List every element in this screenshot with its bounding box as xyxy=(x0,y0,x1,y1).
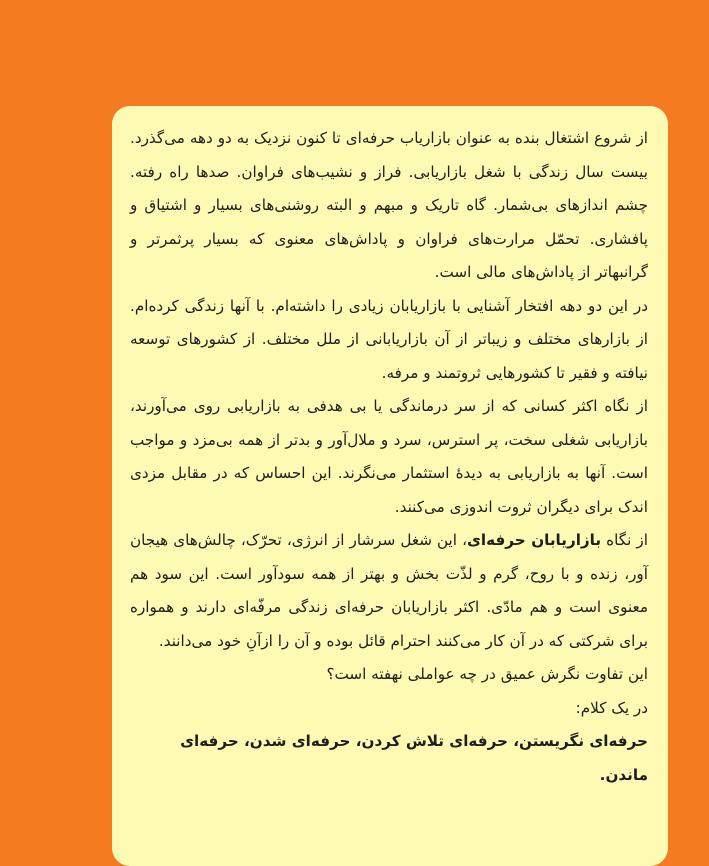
paragraph-two-decades: در این دو دهه افتخار آشنایی با بازاریابان زیادی را داشته‌ام. با آنها زندگی کرده‌ام. از بازارهای مختلف و زیباتر از آن بازاریابانی از ملل مختلف. از کشورهای توسعه نیافته و فقیر تا کشورهایی ثروتمند و مرفه. xyxy=(130,296,648,382)
paragraph-common-view: از نگاه اکثر کسانی که از سر درماندگی یا بی هدفی به بازاریابی روی می‌آورند، بازاریابی شغلی سخت، پر استرس، سرد و ملال‌آور و بدتر از همه بی‌مزد و مواجب است. آنها به بازاریابی به دیدهٔ استثمار می‌نگرند. این احساس که در مقابل مزدی اندک برای دیگران ثروت اندوزی می‌کنند. xyxy=(130,397,648,516)
paragraph-question: این تفاوت نگرش عمیق در چه عواملی نهفته است؟ xyxy=(326,665,648,683)
paragraph-professional-view xyxy=(130,524,648,658)
professional-marketers-emphasis: بازاریابان حرفه‌ای xyxy=(466,531,602,549)
paragraph-in-a-word: در یک کلام: xyxy=(575,698,648,717)
paragraph-conclusion: حرفه‌ای نگریستن، حرفه‌ای تلاش کردن، حرفه‌ای شدن، حرفه‌ای ماندن. xyxy=(180,732,648,784)
professional-view-body: ، این شغل سرشار از انرژی، تحرّک، چالش‌های هیجان آور، زنده و با روح، گرم و لذّت بخش و بهتر از همه سودآور است. این سود هم معنوی است و هم مادّی. اکثر بازاریابان حرفه‌ای زندگی مرفّه‌ای دارند و همواره برای شرکتی که در آن کار می‌کنند احترام قائل بوده و آن را ازآنِ خود می‌دانند. xyxy=(130,531,648,650)
professional-view-lead: از نگاه xyxy=(601,531,648,549)
paragraph-intro: از شروع اشتغال بنده به عنوان بازاریاب حرفه‌ای تا کنون نزدیک به دو دهه می‌گذرد. بیست سال زندگی با شغل بازاریابی. فراز و نشیب‌های فراوان. صدها راه رفته. چشم اندازهای بی‌شمار. گاه تاریک و مبهم و البته روشنی‌های بسیار و اشتیاق و پافشاری. تحمّل مرارت‌های فراوان و پاداش‌های معنوی که بسیار پرثمرتر و گرانبهاتر از پاداش‌های مالی است. xyxy=(130,129,648,281)
text-panel xyxy=(112,106,668,866)
